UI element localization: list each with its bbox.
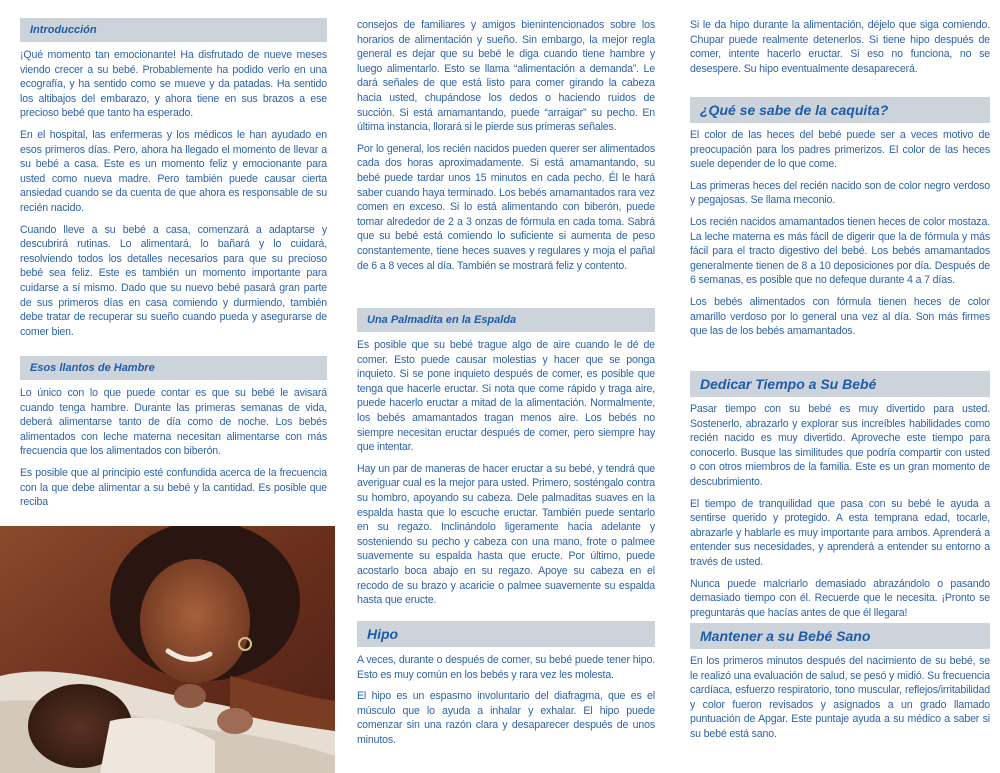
paragraph: Los bebés alimentados con fórmula tienen heces de color amarillo verdoso por lo general una vez al día. Son más firmes que las de los bebés amamantados. xyxy=(690,295,990,338)
column-1 xyxy=(0,0,335,773)
paragraph: Los recién nacidos amamantados tienen heces de color mostaza. La leche materna es más fácil de digerir que la de fórmula y más fácil para el tracto digestivo del bebé. Los bebés amamantados generalmente tienen de 8 a 10 deposiciones por día. Después de 6 semanas, es posible que no defeque durante 4 a 7 días. xyxy=(690,215,990,287)
section-heading: Mantener a su Bebé Sano xyxy=(690,623,990,649)
paragraph: consejos de familiares y amigos bienintencionados sobre los horarios de alimentación y sueño. Sin embargo, la mejor regla general es dejar que su bebé le diga cuando tiene hambre y luego alimentarlo. Esto se llama “alimentación a demanda”. Le dará señales de que está listo para comer girando la cabeza hacia usted, chupándose los dedos o haciendo ruidos de succión. Si está amamantando, puede “arraigar” su pecho. En última instancia, llorará si le pierde sus primeras señales. xyxy=(357,19,655,134)
paragraph: Nunca puede malcriarlo demasiado abrazándolo o pasando demasiado tiempo con él. Recuerde que le necesita. ¡Pronto se preguntarás que hacías antes de que él llegara! xyxy=(690,577,990,619)
paragraph: Por lo general, los recién nacidos pueden querer ser alimentados cada dos horas aproximadamente. Si está amamantando, su bebé puede tardar unos 15 minutos en cada pecho. Él le hará saber cuando haya terminado. Los bebés amamantados rara vez comen en exceso. Si lo está alimentando con biberón, puede tomar alrededor de 2 a 3 onzas de fórmula en cada toma. Sabrá que su bebé está comiendo lo suficiente si aumenta de peso constantemente, tiene heces suaves y regulares y moja el pañal de 6 a 8 veces al día. También se mostrará feliz y contento. xyxy=(357,142,655,272)
paragraph: Hay un par de maneras de hacer eructar a su bebé, y tendrá que averiguar cual es la mejor para usted. Primero, sosténgalo contra su hombro, apoyando su cabeza. Dele palmaditas suaves en la espalda hasta que lo escuche eructar. También puede sentarlo en su regazo. Inclinándolo ligeramente hacia adelante y sosteniendo su pecho y cabeza con una mano, frote o palmee suavemente su espalda hasta que eructe. Por último, puede acostarlo boca abajo en su regazo. Apoye su cabeza en el recodo de su brazo y acaricie o palmee suavemente su espalda hasta que eructe. xyxy=(357,462,655,607)
section-hambre xyxy=(20,356,327,517)
section-heading: Introducción xyxy=(20,18,327,42)
mother-baby-photo xyxy=(0,526,335,773)
section-heading: Dedicar Tiempo a Su Bebé xyxy=(690,371,990,397)
paragraph: El hipo es un espasmo involuntario del diafragma, que es el músculo que lo ayuda a inhalar y exhalar. El hipo puede comenzar sin una razón clara y desaparecer después de unos minutos. xyxy=(357,690,655,746)
section-bebe-sano xyxy=(690,623,990,749)
paragraph: Las primeras heces del recién nacido son de color negro verdoso y pegajosas. Se llama meconio. xyxy=(690,179,990,207)
paragraph: Pasar tiempo con su bebé es muy divertido para usted. Sostenerlo, abrazarlo y explorar sus increíbles habilidades como recién nacido es muy divertido. Aproveche este tiempo para conocerlo. Busque las similitudes que podría compartir con usted o con otros miembros de la familia. Este es un gran momento de descubrimiento. xyxy=(690,403,990,488)
paragraph: A veces, durante o después de comer, su bebé puede tener hipo. Esto es muy común en los bebés y rara vez les molesta. xyxy=(357,654,655,681)
paragraph: Cuando lleve a su bebé a casa, comenzará a adaptarse y descubrirá rutinas. Lo alimentará, lo bañará y lo cuidará, resolviendo todos los detalles necesarios para que su precioso bebé sea feliz. Este es también un momento importante para cuidarse a sí mismo. Dado que su nuevo bebé pasará gran parte de sus primeros días en casa comiendo y durmiendo, también debe tratar de recuperar su sueño cuando pueda y asegurarse de comer bien. xyxy=(20,223,327,338)
section-dedicar-tiempo xyxy=(690,371,990,627)
paragraph: Es posible que al principio esté confundida acerca de la frecuencia con la que debe alimentar a su bebé y la cantidad. Es posible que reciba xyxy=(20,466,327,509)
paragraph: ¡Qué momento tan emocionante! Ha disfrutado de nueve meses viendo crecer a su bebé. Probablemente ha podido verlo en una ecografía, y ha sentido como se mueve y da patadas. Ha sentido los altibajos del embarazo, y ahora tiene en sus brazos a ese precioso bebé que tanto ha esperado. xyxy=(20,49,327,120)
paragraph: Lo único con lo que puede contar es que su bebé le avisará cuando tenga hambre. Durante las primeras semanas de vida, deberá alimentarse tanto de día como de noche. Los bebés alimentados con leche materna necesitan alimentarse con más frecuencia que los alimentados con biberón. xyxy=(20,387,327,458)
section-heading: Hipo xyxy=(357,621,655,647)
paragraph: El color de las heces del bebé puede ser a veces motivo de preocupación para los padres primerizos. El color de las heces suele depender de lo que come. xyxy=(690,129,990,171)
paragraph: Es posible que su bebé trague algo de aire cuando le dé de comer. Esto puede causar molestias y hacer que se ponga inquieto. Si se pone inquieto después de comer, es posible que tenga que hacerle eructar. Si nota que come rápido y traga aire, puede hacerlo eructar a mitad de la alimentación. Normalmente, los bebés amamantados tragan menos aire. Los bebés no siempre necesitan eructar después de comer, pero siempre hay que intentar. xyxy=(357,339,655,454)
paragraph: El tiempo de tranquilidad que pasa con su bebé le ayuda a sentirse querido y protegido. A esta temprana edad, tocarle, abrazarle y hablarle es muy importante para ambos. Aprenderá a entender sus necesidades, y aprenderá a entender su entorno a través de usted. xyxy=(690,497,990,568)
section-palmadita xyxy=(357,308,655,615)
paragraph: Si le da hipo durante la alimentación, déjelo que siga comiendo. Chupar puede realmente detenerlos. Si tiene hipo después de comer, intente hacerlo eructar. Si eso no funciona, no se desespere. Su hipo eventualmente desaparecerá. xyxy=(690,19,990,75)
section-heading: ¿Qué se sabe de la caquita? xyxy=(690,97,990,123)
section-heading: Una Palmadita en la Espalda xyxy=(357,308,655,332)
hiccups-continued xyxy=(690,18,990,83)
feeding-continued xyxy=(357,18,655,280)
paragraph: En el hospital, las enfermeras y los médicos le han ayudado en esos primeros días. Pero, ahora ha llegado el momento de llevar a su bebé a casa. Este es un momento feliz y emocionante para usted como nueva madre. Pero también puede causar cierta ansiedad cuando se da cuenta de que ahora es responsable de su recién nacido. xyxy=(20,128,327,214)
paragraph: En los primeros minutos después del nacimiento de su bebé, se le realizó una evaluación de salud, se pesó y midió. Su frecuencia cardíaca, esfuerzo respiratorio, tono muscular, reflejos/irritabilidad y color fueron revisados y asignados a un grado llamado puntuación de Apgar. Este puntaje ayuda a su médico a saber si su bebé está sano. xyxy=(690,655,990,740)
section-introduccion xyxy=(20,18,327,346)
section-hipo xyxy=(357,621,655,755)
section-heading: Esos llantos de Hambre xyxy=(20,356,327,380)
section-caquita xyxy=(690,97,990,346)
